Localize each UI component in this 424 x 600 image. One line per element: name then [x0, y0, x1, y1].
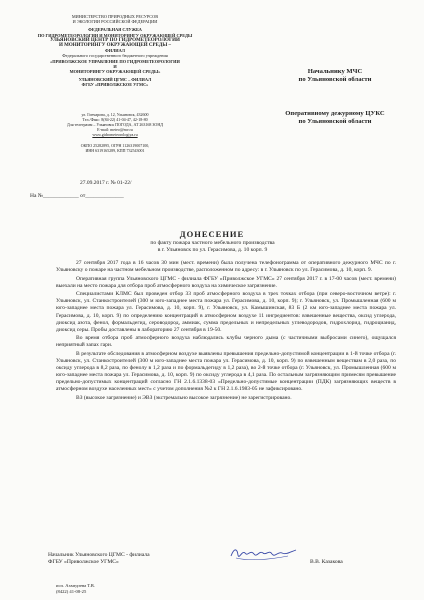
service-line-1: ФЕДЕРАЛЬНАЯ СЛУЖБА [88, 27, 142, 33]
subtitle-line-1: по факту пожара частного мебельного производства [150, 240, 275, 246]
center-line-2: И МОНИТОРИНГУ ОКРУЖАЮЩЕЙ СРЕДЫ – [59, 43, 171, 49]
executor-phone: (8422) 41-08-25 [56, 589, 87, 594]
reference-number-line: На №_____________ от______________ [30, 193, 124, 199]
institution-line-1: Федерального государственного бюджетного учреждения [62, 53, 168, 59]
short-name-line-2: ФГБУ «ПРИВОЛЖСКОЕ УГМС» [81, 82, 149, 88]
short-name-line-1: УЛЬЯНОВСКИЙ ЦГМС – ФИЛИАЛ [78, 77, 152, 83]
paragraph-3: Специалистами КЛМС был проведен отбор 33 проб атмосферного воздуха в трех точках отбора (при северо-восточном ветре): г. Ульяновск, ул. Станкостроителей (300 м юго-западнее места пожара ул. Герасимова, д. 10, корп. 9); г. Ульяновск, ул. Промышленная (600 м юго-западнее места пожара ул. Герасимова, д. 10, корп. 9), г. Ульяновск, ул. Камышинская, 83 Б (2 км юго-западнее места пожара ул. Герасимова, д. 10, корп. 9) по определению концентраций в атмосферном воздухе 11 ингредиентов: взвешенные вещества, оксид углерода, диоксид азота, фенол, формальдегид, сероводород, аммиак, сумма предельных и непредельных углеводородов, гидрохлорид, гидроцианид, диоксид серы. Пробы доставлены в лабораторию 27 сентября в 19-50. [56, 291, 396, 333]
email-line: E-mail: meteo@mv.ru [97, 127, 133, 132]
paragraph-2: Оперативная группа Ульяновского ЦГМС - филиала ФГБУ «Приволжское УГМС» 27 сентября 2017 г. в 17-00 часов (мест. времени) выехали на место пожара для отбора проб атмосферного воздуха на химическое загрязнение. [56, 275, 396, 289]
subtitle-line-2: в г. Ульяновск по ул. Герасимова, д. 10 корп. 9 [157, 247, 268, 253]
recipient-2-line-1: Оперативному дежурному ЦУКС [285, 110, 385, 117]
signature-position-line-1: Начальник Ульяновского ЦГМС - филиала [48, 552, 150, 558]
address-line-2: Тел./Факс: 8(84-22) 41-04-47, 42-18-80 [82, 117, 148, 122]
recipient-1 [250, 68, 420, 84]
address-line-3: Для телеграмм – Ульяновск ПОГОДА, АТ 263168 ЗОНД [67, 122, 163, 127]
center-line-3: ФИЛИАЛ [105, 48, 125, 54]
recipient-2-line-2: по Ульяновской области [298, 118, 372, 125]
handwritten-signature [228, 544, 300, 564]
letterhead [10, 14, 220, 88]
signatory-name: В.В. Казакова [310, 559, 343, 565]
codes-line-2: ИНН 6319165289, КПП 732543001 [85, 148, 145, 153]
paragraph-6: ВЗ (высокое загрязнение) и ЭВЗ (экстремально высокое загрязнение) не зарегистрировано. [76, 394, 292, 401]
paragraph-1: 27 сентября 2017 года в 16 часов 30 мин (мест. времени) была получена телефонограмма от оперативного дежурного МЧС по г. Ульяновску о пожаре на частном мебельном производстве, расположенном по адресу: в г. Ульяновск по ул. Герасимова, д. 10, корп. 9. [56, 260, 396, 274]
recipient-1-line-1: Начальнику МЧС [307, 68, 363, 75]
ministry-line-1: МИНИСТЕРСТВО ПРИРОДНЫХ РЕСУРСОВ [71, 14, 159, 19]
document-title: ДОНЕСЕНИЕ [179, 229, 245, 239]
website-link[interactable]: www.gidrometeorologiya.ru [92, 132, 138, 137]
letterhead-contacts [10, 112, 220, 153]
service-line-2: ПО ГИДРОМЕТЕОРОЛОГИИ И МОНИТОРИНГУ ОКРУЖАЮЩЕЙ СРЕДЫ [37, 32, 193, 38]
ministry-line-2: И ЭКОЛОГИИ РОССИЙСКОЙ ФЕДЕРАЦИИ [72, 19, 158, 25]
footer [56, 583, 95, 595]
institution-line-4: МОНИТОРИНГУ ОКРУЖАЮЩЕЙ СРЕДЫ» [69, 69, 161, 75]
document-subtitle [110, 240, 315, 254]
paragraph-4: Во время отбора проб атмосферного воздуха наблюдались клубы черного дыма (с частичными выбросами синего), ощущался неприятный запах гари. [56, 335, 396, 349]
recipient-2 [250, 110, 420, 126]
outgoing-date-number: 27.09.2017 г. № 01-22/ [80, 180, 132, 186]
recipient-1-line-2: по Ульяновской области [298, 76, 372, 83]
address-line-1: ул. Гончарова, д. 12, Ульяновск, 432600 [81, 112, 149, 117]
center-line-1: УЛЬЯНОВСКИЙ ЦЕНТР ПО ГИДРОМЕТЕОРОЛОГИИ [50, 37, 180, 43]
document-body [56, 260, 396, 403]
institution-line-3: И [113, 63, 117, 69]
signature-position-line-2: ФГБУ «Приволжское УГМС» [48, 559, 119, 565]
paragraph-5: В результате обследования в атмосферном воздухе выявлены превышения предельно-допустимой концентрации в 1-й точке отбора (г. Ульяновск, ул. Станкостроителей (300 м юго-западнее места пожара ул. Герасимова, д. 10, корп. 9) по взвешенным веществам в 2,0 раза, по оксиду углерода в 8,2 раза, по фенолу в 1,2 раза и по формальдегиду в 1,2 раза), во 2-й точке отбора (г. Ульяновск, ул. Промышленная (600 м юго-западнее места пожара ул. Герасимова, д. 10, корп. 9) по оксиду углерода в 4,1 раза. По остальным загрязняющим примесям превышение предельно-допустимых концентраций согласно ГН 2.1.6.1338-03 «Предельно-допустимые концентрации (ПДК) загрязняющих веществ в атмосферном воздухе населенных мест» с учетом дополнения №2 к ГН 2.1.6.1983-05 не зафиксировано. [56, 350, 396, 393]
signature-position [48, 552, 150, 566]
institution-line-2: «ПРИВОЛЖСКОЕ УПРАВЛЕНИЕ ПО ГИДРОМЕТЕОРОЛОГИИ [50, 58, 180, 64]
executor-name: исп. Ахмедзева Т.В. [56, 583, 96, 588]
codes-line-1: ОКПО 25282895, ОГРН 1126319007100, [80, 143, 150, 148]
